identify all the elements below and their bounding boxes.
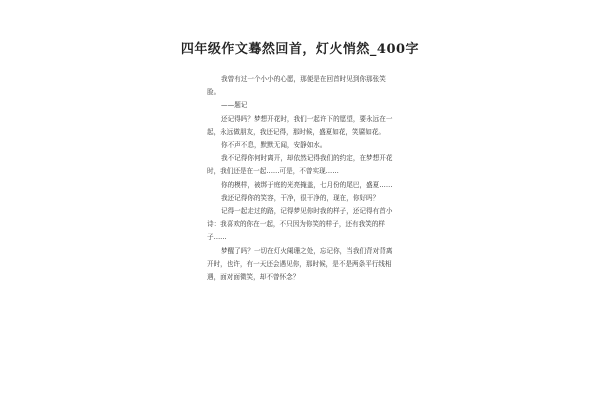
paragraph: 我不记得你何时离开，却依然记得我们的约定，在梦想开花时，我们还是在一起……可是，不曾实现…… [207, 154, 393, 176]
document-body [207, 73, 399, 284]
paragraph: 还记得吗？梦想开花时，我们一起许下的愿望，要永远在一起，永远做朋友，我还记得，那时候，盛夏如花，笑靥如花。 [207, 114, 393, 136]
paragraph-epigraph-label: ——题记 [221, 101, 248, 110]
document-title: 四年级作文蓦然回首，灯火悄然_400字 [180, 42, 420, 57]
paragraph: 梦醒了吗？一切在灯火阑珊之处，忘记你，当我们背对背离开时，也许，有一天还会遇见你，那时候，是不是两条平行线相遇，面对面微笑，却不曾怀念？ [207, 246, 393, 282]
paragraph: 你的模样，被绑于庭的光亮掩盖，七月份的尾巴，盛夏…… [221, 180, 393, 189]
paragraph: 你不声不息，默默无闻，安静如水。 [221, 141, 327, 150]
paragraph: 我还记得你的笑容，干净，很干净的，现在，你好吗？ [221, 193, 380, 202]
paragraph: 我曾有过一个小小的心愿，那便是在回首时见到你那张笑脸。 [207, 75, 386, 97]
paragraph: 记得一起走过的路，记得梦见你时我的样子，还记得有首小诗：我喜欢的你在一起，不只因为你笑的样子，还有我笑的样子…… [207, 207, 393, 242]
